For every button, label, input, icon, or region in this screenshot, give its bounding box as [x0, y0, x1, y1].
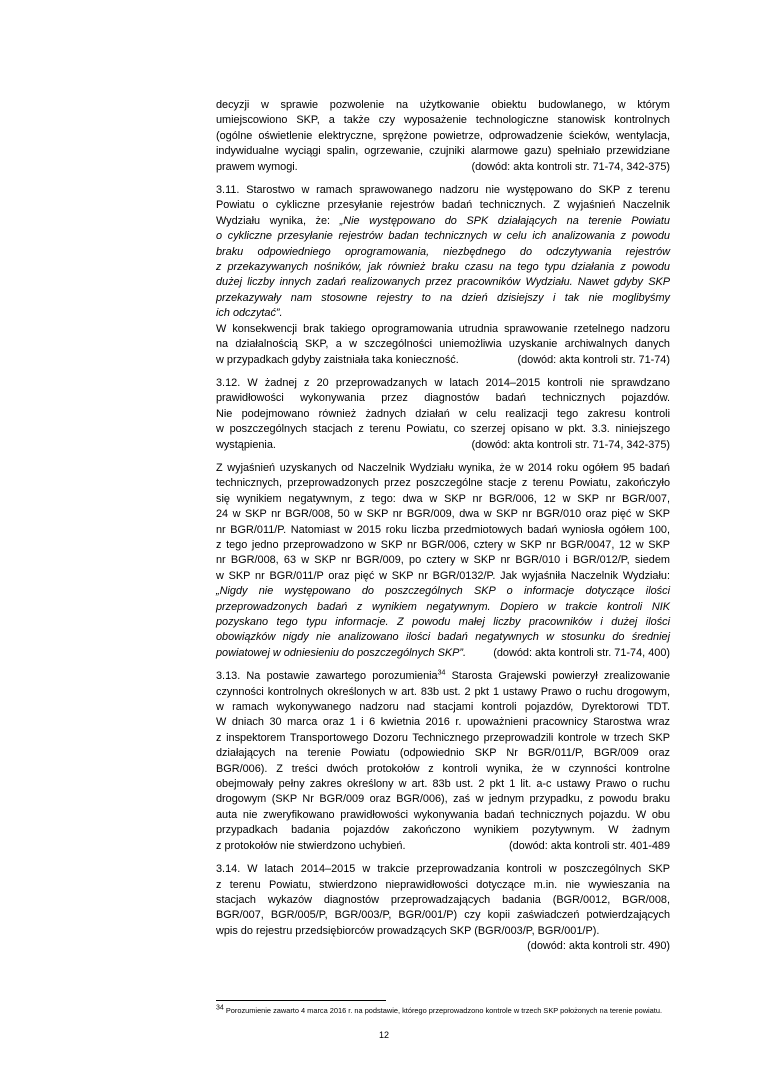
quote-line: pozyskano tego typu informacje. Z powodu małej liczby pracowników i dużej ilości	[216, 616, 670, 628]
evidence-reference: (dowód: akta kontroli str. 71-74, 400)	[493, 646, 670, 659]
text-fragment: Wydziału wynika, że:	[216, 214, 340, 227]
text-line	[216, 214, 670, 229]
text-line: nr BGR/008, 63 w SKP nr BGR/009, po cztery w SKP nr BGR/010 i BGR/012/P, siedem	[216, 554, 670, 567]
footnote-separator	[216, 1000, 386, 1001]
text-fragment: z protokołów nie stwierdzono uchybień.	[216, 839, 406, 852]
text-line: auta nie zweryfikowano prawidłowości wykonywania badań technicznych pojazdu. W obu	[216, 808, 670, 821]
text-fragment: 3.13. Na postawie zawartego porozumienia	[216, 670, 438, 683]
text-line: W dniach 30 marca oraz 1 i 6 kwietnia 2016 r. upoważnieni pracownicy Starostwa wraz	[216, 716, 670, 729]
text-line: W konsekwencji brak takiego oprogramowania utrudnia sprawowanie rzetelnego nadzoru	[216, 322, 670, 335]
text-line: Z wyjaśnień uzyskanych od Naczelnik Wydziału wynika, że w 2014 roku ogółem 95 badań	[216, 461, 670, 474]
paragraph-3-11	[216, 183, 670, 368]
text-line: w SKP nr BGR/011/P oraz pięć w SKP nr BGR/0132/P. Jak wyjaśniła Naczelnik Wydziału:	[216, 569, 670, 582]
text-line: (ogólne oświetlenie elektryczne, sprężone powietrze, odprowadzenie ścieków, wentylacja,	[216, 129, 670, 142]
text-fragment: w przypadkach gdyby zaistniała taka konieczność.	[216, 353, 459, 366]
text-line: z tego jedno przeprowadzono w SKP nr BGR/006, cztery w SKP nr BGR/0047, 12 w SKP	[216, 538, 670, 551]
evidence-reference: (dowód: akta kontroli str. 490)	[527, 940, 670, 953]
quote-line: „Nigdy nie występowano do poszczególnych SKP o informacje dotyczące ilości	[216, 585, 670, 598]
text-line: z terenu Powiatu, stwierdzono nieprawidłowości dotyczące m.in. nie wywieszania na	[216, 878, 670, 891]
text-fragment: Starosta Grajewski powierzył zrealizowanie	[445, 670, 670, 683]
text-line-with-evidence	[216, 646, 670, 661]
page-number: 12	[378, 1030, 389, 1040]
paragraph-3-13	[216, 669, 670, 854]
text-line: nr BGR/011/P. Natomiast w 2015 roku liczba przedmiotowych badań wyniosła ogółem 100,	[216, 523, 670, 536]
text-fragment: wystąpienia.	[216, 438, 276, 451]
text-line: Powiatu o cykliczne przesyłanie rejestrów badań technicznych. Z wyjaśnień Naczelnik	[216, 199, 670, 212]
evidence-reference: (dowód: akta kontroli str. 71-74)	[517, 353, 670, 366]
text-line: 3.14. W latach 2014–2015 w trakcie przeprowadzania kontroli w poszczególnych SKP	[216, 863, 670, 876]
evidence-reference: (dowód: akta kontroli str. 71-74, 342-375)	[471, 160, 670, 173]
text-line: w ramach wykonywanego nadzoru nad stacjami kontroli pojazdów, Dyrektorowi TDT.	[216, 701, 670, 714]
text-line-with-evidence	[216, 839, 670, 854]
text-line: BGR/006). Z treści dwóch protokołów z kontroli wynika, że w czynności kontrolne	[216, 762, 670, 775]
text-line: stacjach wykazów diagnostów przeprowadzających badania (BGR/0012, BGR/008,	[216, 893, 670, 906]
text-line: prawidłowości wykonywania przez diagnostów badań technicznych pojazdów.	[216, 392, 670, 405]
quote-line: z przekazywanych nośników, jak również braku czasu na tego typu działania z powodu	[216, 261, 670, 274]
text-line	[216, 669, 670, 684]
evidence-reference: (dowód: akta kontroli str. 71-74, 342-375)	[471, 438, 670, 451]
text-line: w poszczególnych stacjach z terenu Powiatu, co szerzej opisano w pkt. 3.3. niniejszego	[216, 423, 670, 436]
text-line: drogowym (SKP Nr BGR/009 oraz BGR/006), zaś w jednym przypadku, z powodu braku	[216, 793, 670, 806]
text-line-with-evidence	[216, 353, 670, 368]
quote-fragment: powiatowej w odniesieniu do poszczególnych SKP”.	[216, 646, 467, 659]
quote-line: braku odpowiedniego oprogramowania, niezbędnego do odczytywania rejestrów	[216, 245, 670, 258]
text-line: Nie podejmowano również żadnych działań w celu realizacji tego zakresu kontroli	[216, 407, 670, 420]
text-line-with-evidence	[216, 160, 670, 175]
body-text	[216, 98, 670, 963]
text-line: decyzji w sprawie pozwolenie na użytkowanie obiektu budowlanego, w którym	[216, 99, 670, 111]
evidence-reference: (dowód: akta kontroli str. 401-489	[508, 839, 670, 852]
text-line: na działalnością SKP, a w szczególności uniemożliwia uzyskanie archiwalnych danych	[216, 338, 670, 351]
quote-line: ich odczytać”.	[216, 307, 283, 320]
text-line: się wynikiem negatywnym, z tego: dwa w SKP nr BGR/006, 12 w SKP nr BGR/007,	[216, 492, 670, 505]
text-line: obejmowały pełny zakres określony w art. 83b ust. 2 pkt 1 lit. a-c ustawy Prawo o ruchu	[216, 778, 670, 791]
text-line: umiejscowiono SKP, a także czy wyposażenie technologiczne stanowisk kontrolnych	[216, 114, 670, 127]
quote-line: o cykliczne przesyłanie rejestrów badan technicznych w celu ich analizowania z powodu	[216, 230, 670, 243]
text-line: wpis do rejestru przedsiębiorców prowadzących SKP (BGR/003/P, BGR/001/P).	[216, 924, 600, 937]
text-line: czynności kontrolnych określonych w art. 83b ust. 2 pkt 1 ustawy Prawo o ruchu drogowym,	[216, 685, 670, 698]
text-line: indywidualne wyciągi spalin, ogrzewanie, czujniki alarmowe gazu) spełniało przewidziane	[216, 145, 670, 158]
paragraph-intro	[216, 98, 670, 175]
quote-line: przekazywały nam stosowne rejestry to na dzień dzisiejszy i tak nie moglibyśmy	[216, 291, 670, 304]
text-line: przypadkach badania pojazdów zakończono wynikiem pozytywnym. W żadnym	[216, 824, 670, 837]
quote-line: dużej liczby innych zadań realizowanych przez pracowników Wydziału. Nawet gdyby SKP	[216, 276, 670, 289]
text-line: 3.11. Starostwo w ramach sprawowanego nadzoru nie występowano do SKP z terenu	[216, 184, 670, 197]
footnote-text: Porozumienie zawarto 4 marca 2016 r. na podstawie, którego przeprowadzono kontrole w trzech SKP położonych na terenie powiatu.	[223, 1006, 663, 1015]
paragraph-3-14	[216, 862, 670, 954]
footnote	[216, 1006, 670, 1016]
text-line: BGR/007, BGR/005/P, BGR/003/P, BGR/001/P) czy kopii zaświadczeń potwierdzających	[216, 909, 670, 922]
quote-line: obowiązków nigdy nie analizowano ilości badań negatywnych w stosunku do średniej	[216, 631, 670, 644]
text-line: z inspektorem Transportowego Dozoru Technicznego przeprowadzili kontrole w trzech SKP	[216, 731, 670, 744]
text-fragment: prawem wymogi.	[216, 160, 298, 173]
paragraph-3-12	[216, 376, 670, 453]
text-line: 3.12. W żadnej z 20 przeprowadzanych w latach 2014–2015 kontroli nie sprawdzano	[216, 376, 670, 389]
text-line-with-evidence	[216, 438, 670, 453]
text-line: 24 w SKP nr BGR/008, 50 w SKP nr BGR/009, dwa w SKP nr BGR/010 oraz pięć w SKP	[216, 508, 670, 521]
paragraph-explanations	[216, 461, 670, 661]
footnote-reference: 34	[437, 669, 446, 677]
text-line: technicznych, przeprowadzonych przez poszczególne stacje z terenu Powiatu, zakończyło	[216, 477, 670, 490]
footnote-mark: 34	[216, 1004, 224, 1012]
quote-fragment: „Nie występowano do SPK działających na terenie Powiatu	[339, 214, 670, 227]
text-line: działających na terenie Powiatu (odpowiednio SKP Nr BGR/011/P, BGR/009 oraz	[216, 747, 670, 760]
quote-line: przeprowadzonych badań z wynikiem negatywnym. Dopiero w trakcie kontroli NIK	[216, 600, 670, 613]
